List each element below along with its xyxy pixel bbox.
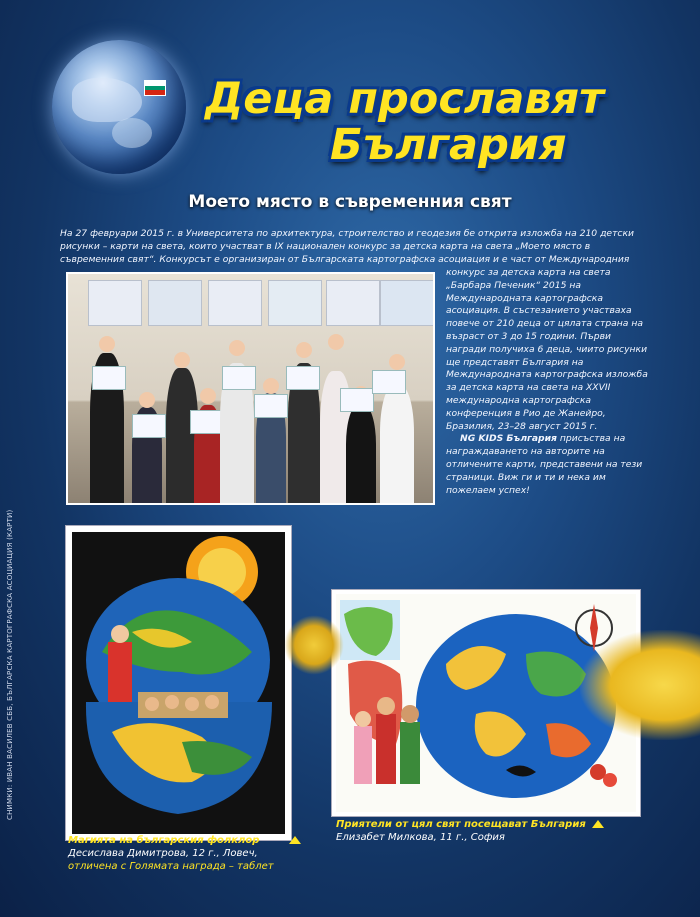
caption-right-title: Приятели от цял свят посещават България [336, 819, 586, 830]
ng-kids-brand: NG KIDS България [460, 433, 557, 445]
caption-left-triangle-icon [289, 836, 301, 844]
artwork-folklore [66, 526, 291, 840]
closing-paragraph: присъства на награждаването на авторите на отличените карти, представени на тези страници. Виж ги и ти и нека им пожелаем успех! [446, 433, 643, 496]
title-line-2: България [330, 120, 567, 170]
caption-right-author: Елизабет Милкова, 11 г., София [336, 832, 505, 843]
caption-left-title: Магията на българския фолклор [68, 835, 260, 846]
caption-left-author: Десислава Димитрова, 12 г., Ловеч, [68, 848, 258, 859]
globe-logo [52, 40, 186, 174]
caption-right-triangle-icon [592, 820, 604, 828]
page-title [205, 76, 605, 168]
caption-left-award: отличена с Голямата награда – таблет [68, 861, 274, 872]
article-subtitle: Моето място в съвременния свят [188, 192, 512, 212]
splash-decoration [580, 630, 700, 740]
intro-paragraph: На 27 февруари 2015 г. в Университета по архитектура, строителство и геодезия бе открита изложба на 210 детски рисунки – карти на света, които участват в IX национален конкурс за детска карта на света „Моето място в съвременния свят“. Конкурсът е организиран от Българската картографска асоциация и е част от Международния [60, 228, 635, 265]
body-paragraph-right [446, 267, 652, 497]
caption-left [68, 834, 308, 873]
photo-children-award [66, 272, 435, 505]
title-line-1: Деца прославят [205, 74, 605, 124]
caption-right [336, 818, 636, 844]
contest-paragraph: конкурс за детска карта на света „Барбара Печеник“ 2015 на Международната картографска асоциация. В състезанието участваха повече от 210 деца от цялата страна на възраст от 3 до 15 години. Първи награди получиха 6 деца, чиито рисунки ще представят България на Международната картографска изложба за детска карта на света на XXVII международна картографска конференция в Рио де Жанейро, Бразилия, 23–28 август 2015 г. [446, 267, 648, 432]
splash-decoration-small [284, 615, 344, 675]
photo-credit: СНИМКИ: ИВАН ВАСИЛЕВ СББ, БЪЛГАРСКА КАРТОГРАФСКА АСОЦИАЦИЯ (КАРТИ) [6, 509, 14, 820]
bulgarian-flag-icon [144, 80, 166, 96]
